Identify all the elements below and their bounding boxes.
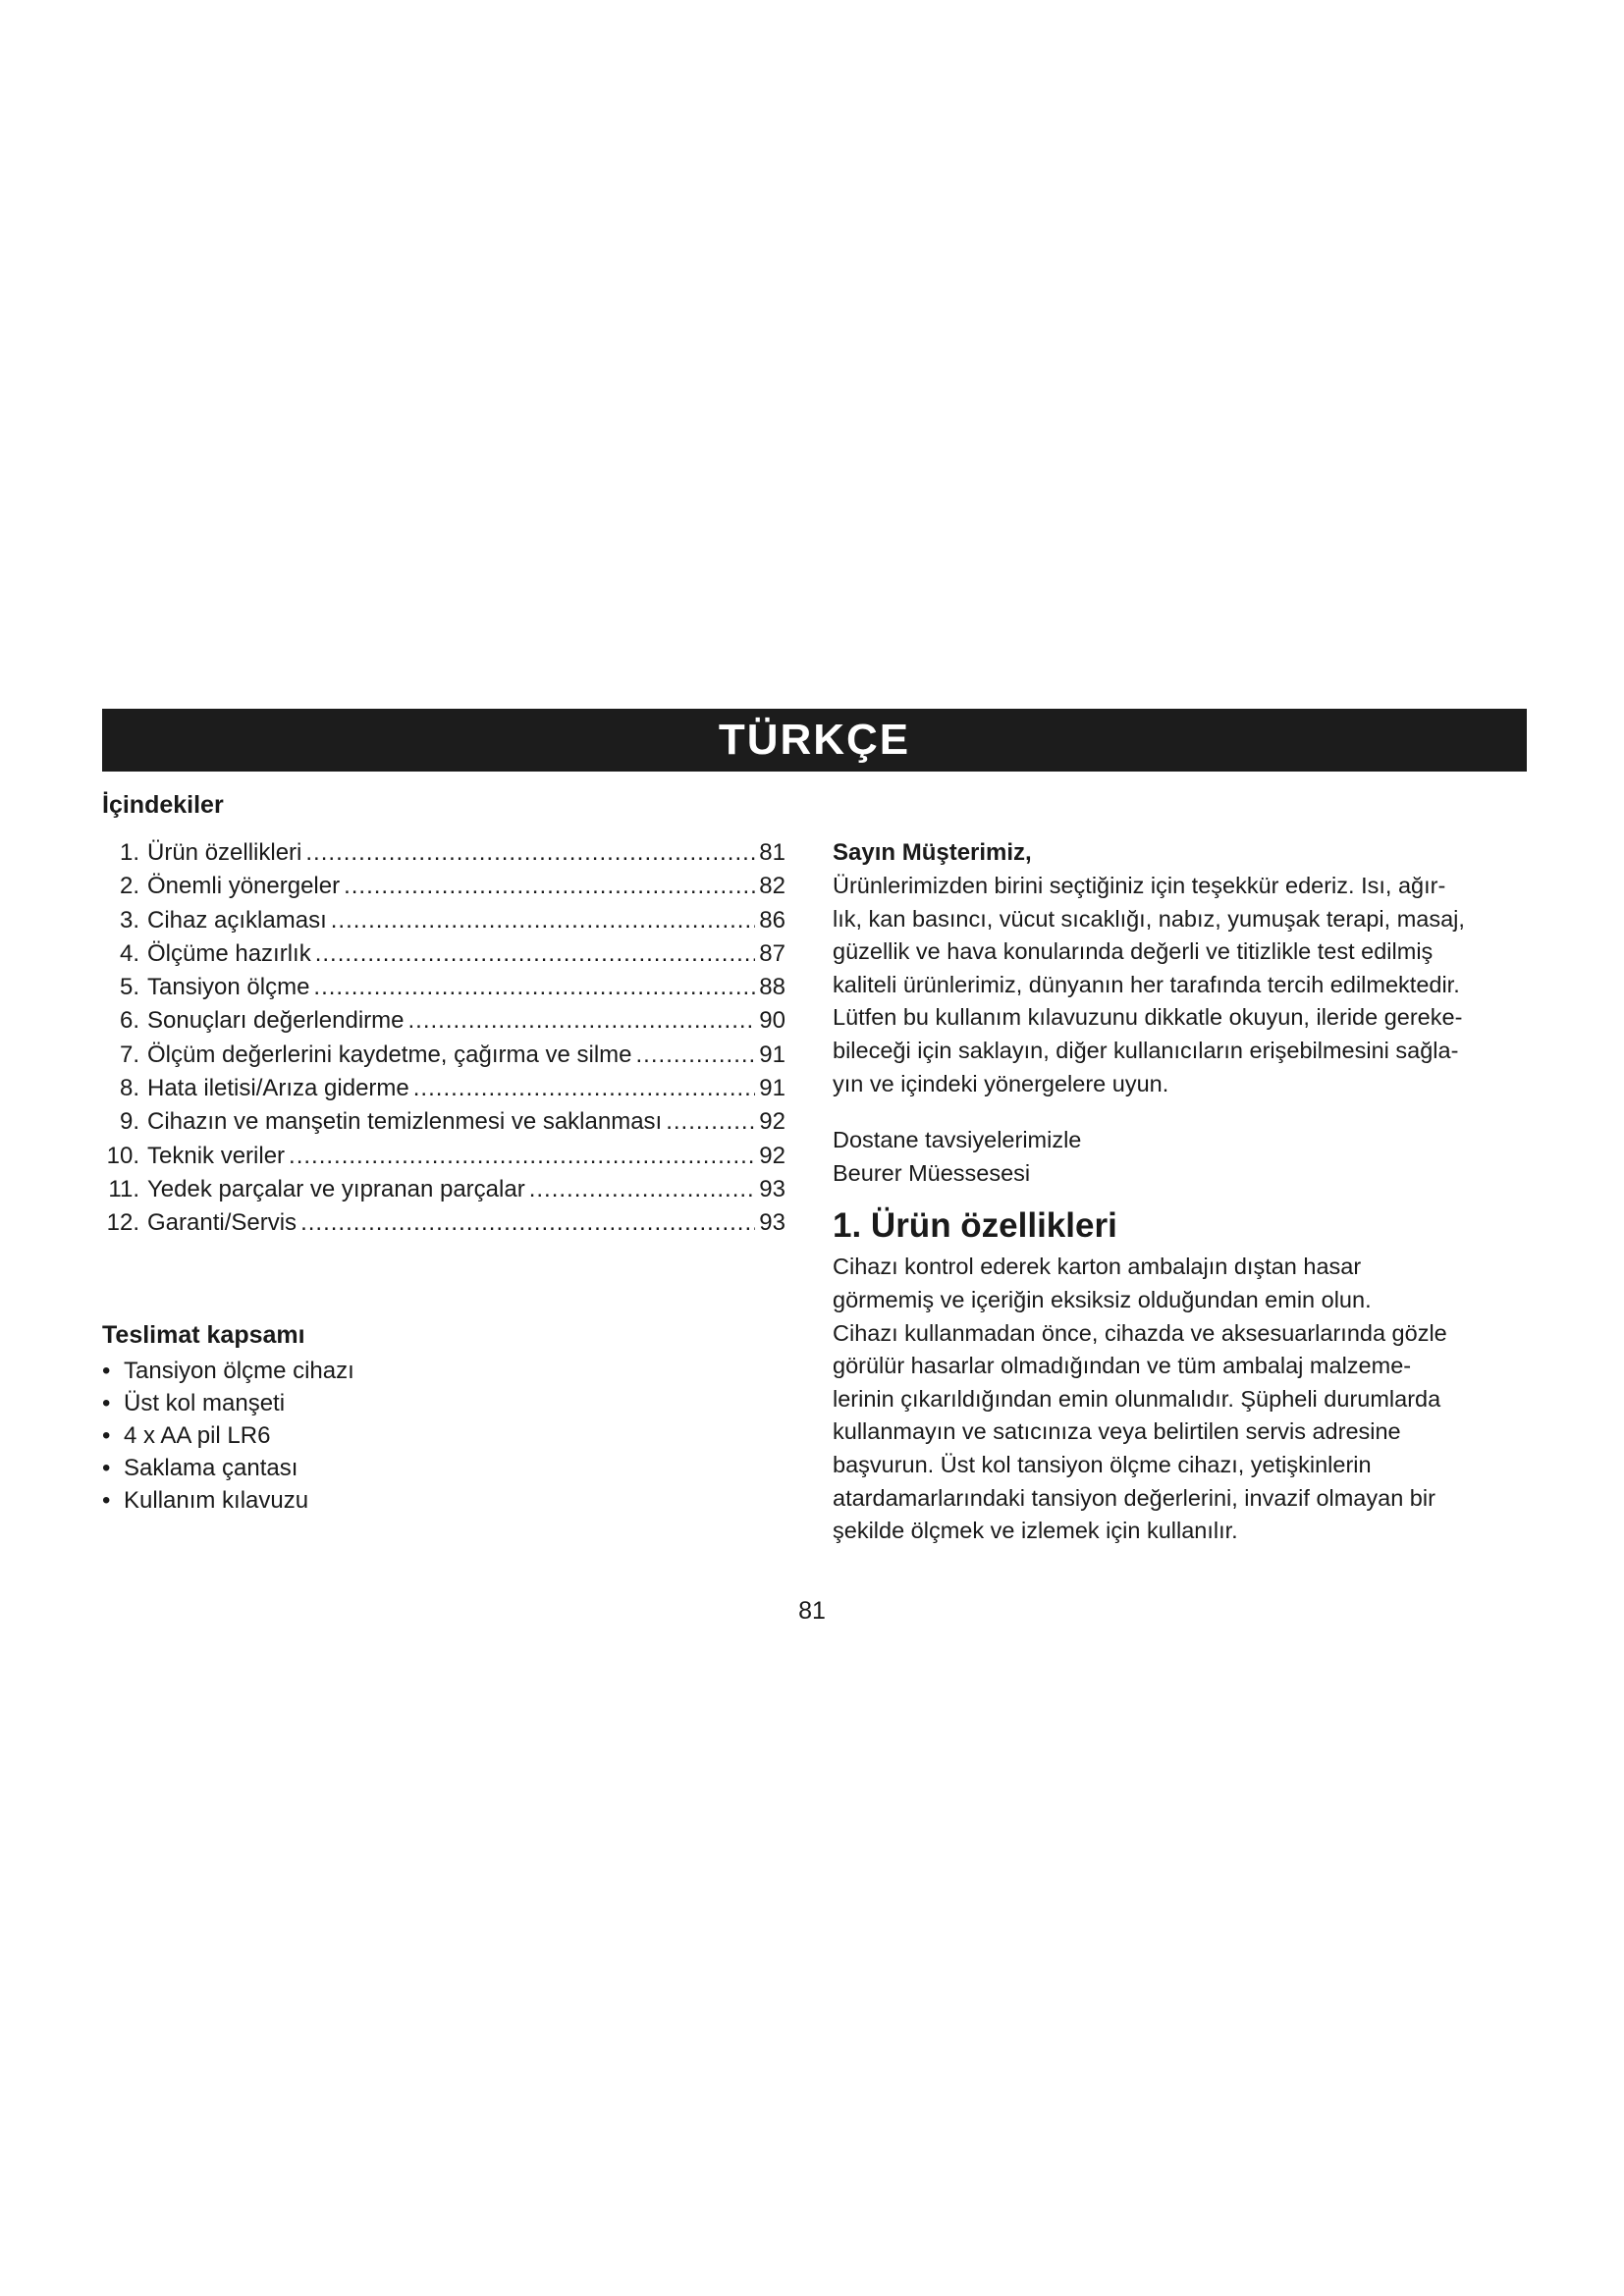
bullet-icon: •: [102, 1455, 111, 1481]
toc-item-title: Cihaz açıklaması: [147, 906, 327, 934]
toc-leader-dots: [331, 904, 756, 937]
signature: Beurer Müessesesi: [833, 1159, 1031, 1186]
toc-item-title: Tansiyon ölçme: [147, 974, 310, 1001]
toc-item-page: 82: [759, 873, 785, 900]
list-item: • Üst kol manşeti: [102, 1387, 354, 1419]
toc-item-page: 90: [759, 1007, 785, 1035]
toc-leader-dots: [313, 971, 755, 1004]
section-title: 1. Ürün özellikleri: [833, 1206, 1117, 1246]
toc-item-page: 88: [759, 974, 785, 1001]
toc-leader-dots: [305, 836, 755, 870]
toc-leader-dots: [636, 1039, 756, 1072]
bullet-icon: •: [102, 1487, 111, 1514]
intro-paragraph: Ürünlerimizden birini seçtiğiniz için teşekkür ederiz. Isı, ağır- lık, kan basıncı, vücut sıcaklığı, nabız, yumuşak terapi, masaj, güzellik ve hava konularında değerli ve titizlikle test edilmiş kaliteli ürünlerimiz, dünyanın her tarafında tercih edilmektedir. Lütfen bu kullanım kılavuzunu dikkatle okuyun, ileride gereke- bileceği için saklayın, diğer kullanıcıların erişebilmesini sağla- yın ve içindeki yönergelere uyun.: [833, 873, 1465, 1096]
toc-leader-dots: [529, 1173, 756, 1206]
right-column: [833, 836, 1532, 1548]
toc-item-title: Garanti/Servis: [147, 1209, 298, 1237]
toc-item: 8. Hata iletisi/Arıza giderme ..... 91: [102, 1072, 785, 1105]
toc-leader-dots: [300, 1206, 755, 1240]
toc-leader-dots: [344, 870, 755, 903]
toc-item-page: 81: [759, 839, 785, 866]
toc-item-title: Cihazın ve manşetin temizlenmesi ve saklanması: [147, 1108, 663, 1136]
list-item: • Tansiyon ölçme cihazı: [102, 1355, 354, 1387]
bullet-icon: •: [102, 1390, 111, 1416]
toc-item-page: 91: [759, 1075, 785, 1102]
toc-item-page: 93: [759, 1175, 785, 1202]
list-item: • 4 x AA pil LR6: [102, 1419, 354, 1452]
toc-item-title: Ölçüm değerlerini kaydetme, çağırma ve silme: [147, 1041, 632, 1068]
toc-item-title: Ölçüme hazırlık: [147, 939, 311, 967]
toc-item-title: Hata iletisi/Arıza giderme: [147, 1075, 409, 1102]
toc-leader-dots: [289, 1140, 755, 1173]
toc-item: 11. Yedek parçalar ve yıpranan parçalar ..... 93: [102, 1173, 785, 1206]
toc-item-page: 91: [759, 1041, 785, 1068]
salutation: Sayın Müşterimiz,: [833, 839, 1032, 866]
list-item: • Saklama çantası: [102, 1452, 354, 1484]
closing: Dostane tavsiyelerimizle: [833, 1127, 1082, 1153]
toc-item: 6. Sonuçları değerlendirme ..... 90: [102, 1004, 785, 1038]
toc-item-page: 93: [759, 1209, 785, 1237]
list-item: • Kullanım kılavuzu: [102, 1484, 354, 1517]
language-title: TÜRKÇE: [718, 716, 911, 764]
table-of-contents: [102, 836, 785, 1241]
toc-item-title: Sonuçları değerlendirme: [147, 1007, 405, 1035]
toc-item: 9. Cihazın ve manşetin temizlenmesi ve saklanması ..... 92: [102, 1105, 785, 1139]
toc-item-title: Ürün özellikleri: [147, 839, 302, 866]
toc-item-page: 87: [759, 939, 785, 967]
toc-item: 5. Tansiyon ölçme ..... 88: [102, 971, 785, 1004]
delivery-list: [102, 1355, 354, 1517]
toc-item: 1. Ürün özellikleri ..... 81: [102, 836, 785, 870]
page-number: 81: [798, 1597, 826, 1625]
toc-item-page: 92: [759, 1142, 785, 1169]
toc-item: 2. Önemli yönergeler ..... 82: [102, 870, 785, 903]
bullet-icon: •: [102, 1358, 111, 1384]
toc-item: 12. Garanti/Servis ..... 93: [102, 1206, 785, 1240]
section-paragraph: Cihazı kontrol ederek karton ambalajın dıştan hasar görmemiş ve içeriğin eksiksiz olduğundan emin olun. Cihazı kullanmadan önce, cihazda ve aksesuarlarında gözle görülür hasarlar olmadığından ve tüm ambalaj malzeme- lerinin çıkarıldığından emin olunmalıdır. Şüpheli durumlarda kullanmayın ve satıcınıza veya belirtilen servis adresine başvurun. Üst kol tansiyon ölçme cihazı, yetişkinlerin atardamarlarındaki tansiyon değerlerini, invazif olmayan bir şekilde ölçmek ve izlemek için kullanılır.: [833, 1254, 1447, 1544]
toc-item-title: Yedek parçalar ve yıpranan parçalar: [147, 1175, 525, 1202]
toc-item: 10. Teknik veriler ..... 92: [102, 1140, 785, 1173]
toc-item-page: 86: [759, 906, 785, 934]
toc-leader-dots: [666, 1105, 755, 1139]
toc-leader-dots: [315, 937, 756, 971]
toc-item: 4. Ölçüme hazırlık ..... 87: [102, 937, 785, 971]
toc-item-page: 92: [759, 1108, 785, 1136]
toc-leader-dots: [413, 1072, 756, 1105]
bullet-icon: •: [102, 1422, 111, 1449]
toc-item: 7. Ölçüm değerlerini kaydetme, çağırma ve silme ..... 91: [102, 1039, 785, 1072]
toc-heading: İçindekiler: [102, 791, 224, 819]
toc-item-title: Teknik veriler: [147, 1142, 286, 1169]
delivery-heading: Teslimat kapsamı: [102, 1321, 305, 1349]
toc-leader-dots: [407, 1004, 755, 1038]
toc-item-title: Önemli yönergeler: [147, 873, 341, 900]
closing-block: [833, 1124, 1532, 1190]
language-banner: [102, 709, 1527, 772]
toc-item: 3. Cihaz açıklaması ..... 86: [102, 904, 785, 937]
